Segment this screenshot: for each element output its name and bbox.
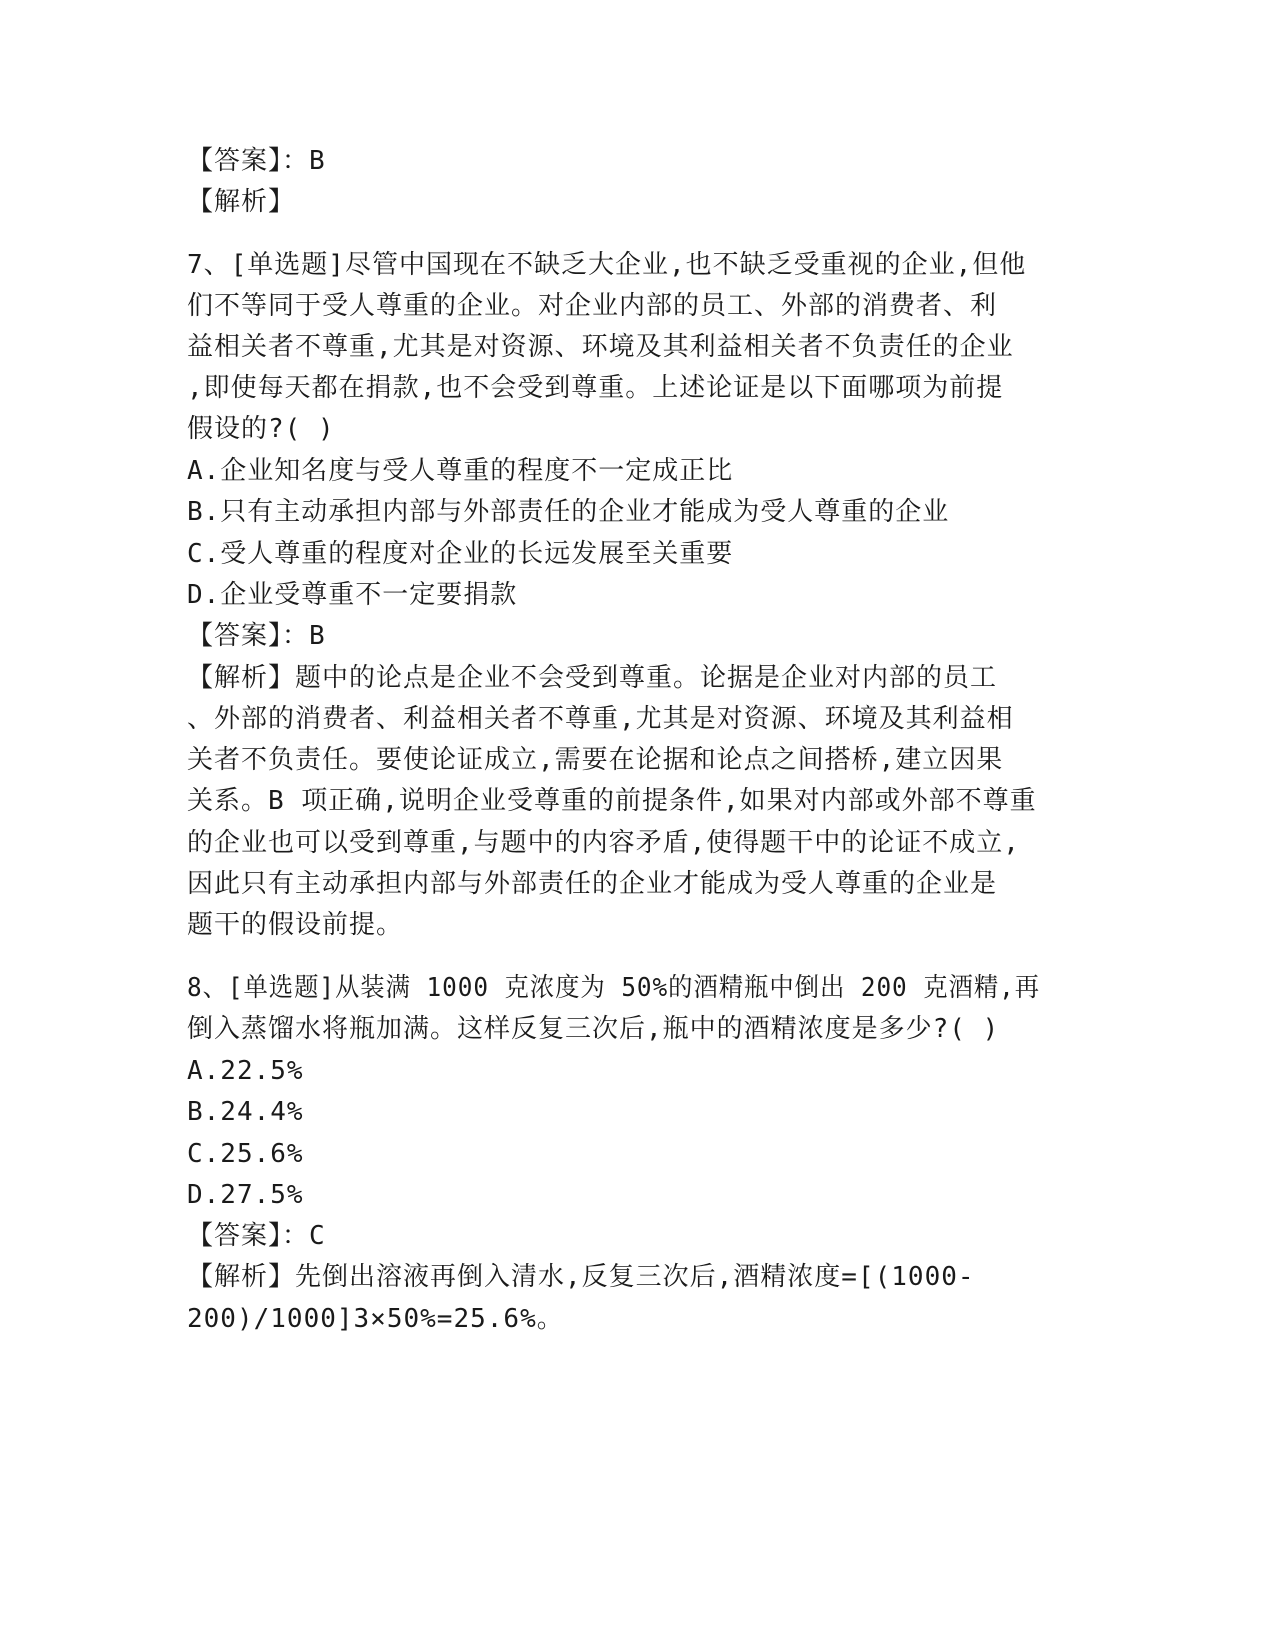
prev-answer: 【答案】：B bbox=[187, 146, 326, 176]
q7-option-c: C.受人尊重的程度对企业的长远发展至关重要 bbox=[187, 539, 734, 569]
q7-analysis-line: 题干的假设前提。 bbox=[187, 910, 404, 940]
q7-stem-line: 们不等同于受人尊重的企业。对企业内部的员工、外部的消费者、利 bbox=[187, 291, 998, 321]
q8-answer: 【答案】：C bbox=[187, 1221, 326, 1251]
prev-analysis: 【解析】 bbox=[187, 187, 296, 217]
q7-option-a: A.企业知名度与受人尊重的程度不一定成正比 bbox=[187, 456, 734, 486]
q8-stem-line: 8、[单选题]从装满 1000 克浓度为 50%的酒精瓶中倒出 200 克酒精,再 bbox=[187, 973, 1041, 1003]
q7-analysis-line: 的企业也可以受到尊重,与题中的内容矛盾,使得题干中的论证不成立, bbox=[187, 828, 1020, 858]
q8-analysis-line: 200)/1000]3×50%=25.6%。 bbox=[187, 1304, 564, 1334]
q8-option-a: A.22.5% bbox=[187, 1056, 304, 1086]
q7-stem-line: 7、[单选题]尽管中国现在不缺乏大企业,也不缺乏受重视的企业,但他 bbox=[187, 250, 1027, 280]
q7-option-d: D.企业受尊重不一定要捐款 bbox=[187, 580, 518, 610]
q7-analysis-line: 关系。B 项正确,说明企业受尊重的前提条件,如果对内部或外部不尊重 bbox=[187, 786, 1037, 816]
q8-analysis-line: 【解析】先倒出溶液再倒入清水,反复三次后,酒精浓度=[(1000- bbox=[187, 1262, 975, 1292]
q7-option-b: B.只有主动承担内部与外部责任的企业才能成为受人尊重的企业 bbox=[187, 497, 950, 527]
q7-analysis-line: 因此只有主动承担内部与外部责任的企业才能成为受人尊重的企业是 bbox=[187, 869, 998, 899]
q7-stem-line: 益相关者不尊重,尤其是对资源、环境及其利益相关者不负责任的企业 bbox=[187, 332, 1014, 362]
q7-analysis-line: 【解析】题中的论点是企业不会受到尊重。论据是企业对内部的员工 bbox=[187, 663, 998, 693]
q7-stem-line: 假设的?( ) bbox=[187, 414, 335, 444]
q8-stem-line: 倒入蒸馏水将瓶加满。这样反复三次后,瓶中的酒精浓度是多少?( ) bbox=[187, 1014, 1000, 1044]
q8-option-c: C.25.6% bbox=[187, 1139, 304, 1169]
q8-option-d: D.27.5% bbox=[187, 1180, 304, 1210]
q7-answer: 【答案】：B bbox=[187, 621, 326, 651]
q7-analysis-line: 关者不负责任。要使论证成立,需要在论据和论点之间搭桥,建立因果 bbox=[187, 745, 1004, 775]
q7-stem-line: ,即使每天都在捐款,也不会受到尊重。上述论证是以下面哪项为前提 bbox=[187, 373, 1004, 403]
q8-option-b: B.24.4% bbox=[187, 1097, 304, 1127]
q7-analysis-line: 、外部的消费者、利益相关者不尊重,尤其是对资源、环境及其利益相 bbox=[187, 704, 1014, 734]
